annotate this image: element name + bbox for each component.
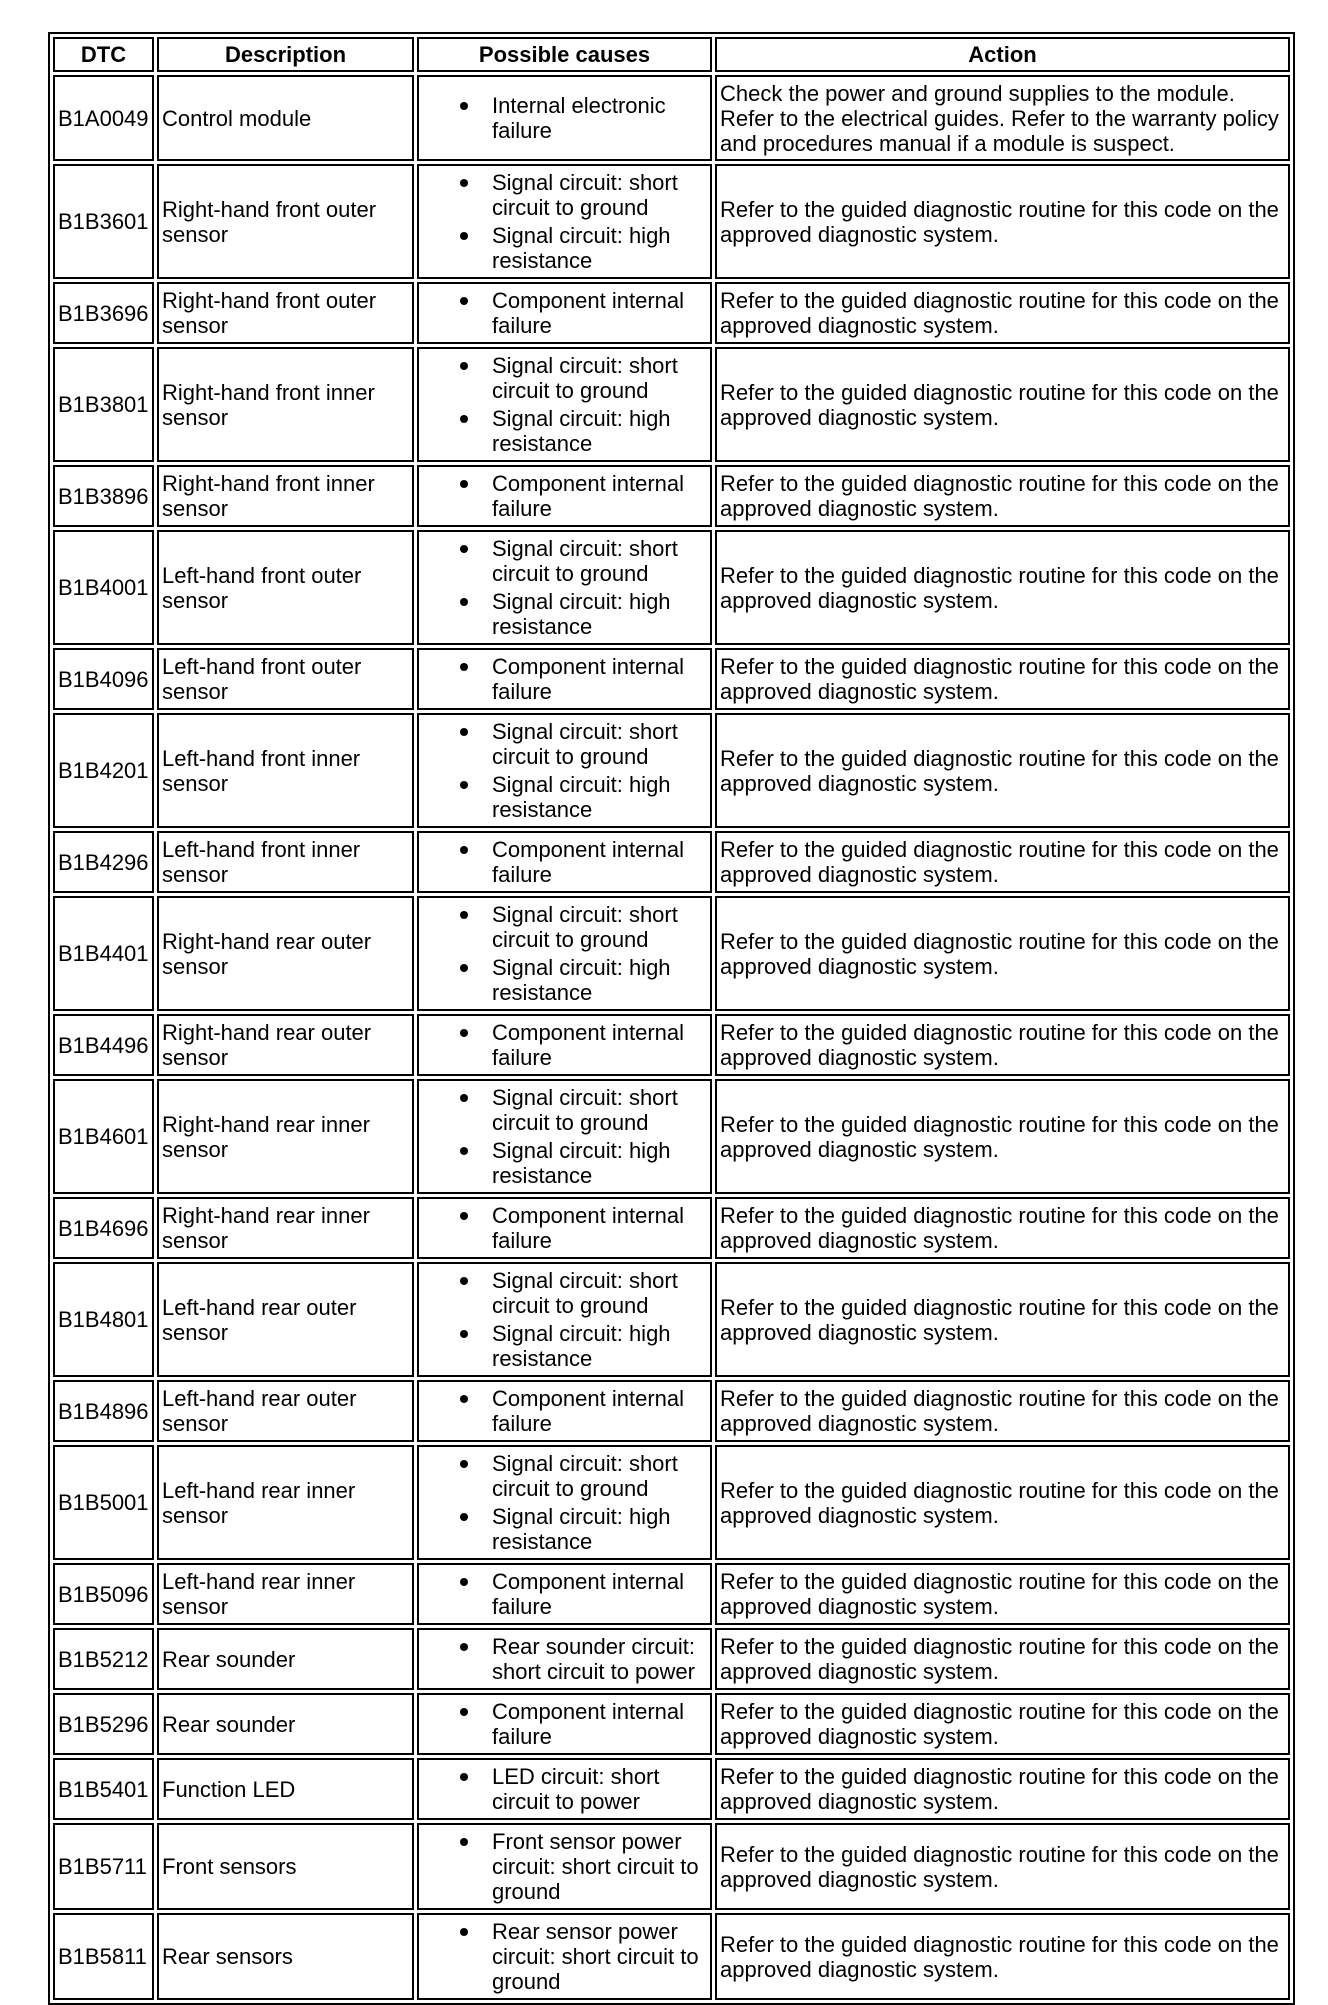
action-cell: Refer to the guided diagnostic routine for this code on the approved diagnostic system.: [715, 1693, 1290, 1755]
description-cell: Left-hand rear outer sensor: [157, 1262, 414, 1377]
causes-list: [422, 1268, 707, 1371]
action-cell: Refer to the guided diagnostic routine for this code on the approved diagnostic system.: [715, 1628, 1290, 1690]
action-cell: Refer to the guided diagnostic routine for this code on the approved diagnostic system.: [715, 713, 1290, 828]
description-cell: Rear sounder: [157, 1628, 414, 1690]
table-row: [53, 465, 1290, 527]
dtc-code-cell: B1B4201: [53, 713, 154, 828]
table-row: [53, 1262, 1290, 1377]
possible-causes-cell: [417, 896, 712, 1011]
cause-list-item: Internal electronic failure: [492, 93, 707, 143]
possible-causes-cell: [417, 1079, 712, 1194]
cause-list-item: Signal circuit: high resistance: [492, 589, 707, 639]
table-row: [53, 1823, 1290, 1910]
cause-list-item: Signal circuit: short circuit to ground: [492, 1268, 707, 1318]
causes-list: [422, 1020, 707, 1070]
causes-list: [422, 353, 707, 456]
table-row: [53, 1628, 1290, 1690]
possible-causes-cell: [417, 831, 712, 893]
table-row: [53, 1014, 1290, 1076]
possible-causes-cell: [417, 1823, 712, 1910]
table-row: [53, 1380, 1290, 1442]
causes-list: [422, 1203, 707, 1253]
possible-causes-cell: [417, 1693, 712, 1755]
causes-list: [422, 1764, 707, 1814]
possible-causes-cell: [417, 530, 712, 645]
table-row: [53, 1079, 1290, 1194]
description-cell: Front sensors: [157, 1823, 414, 1910]
table-row: [53, 1758, 1290, 1820]
action-cell: Refer to the guided diagnostic routine for this code on the approved diagnostic system.: [715, 1262, 1290, 1377]
possible-causes-cell: [417, 164, 712, 279]
table-row: [53, 831, 1290, 893]
cause-list-item: Component internal failure: [492, 1569, 707, 1619]
causes-list: [422, 1451, 707, 1554]
possible-causes-cell: [417, 282, 712, 344]
dtc-code-cell: B1B3601: [53, 164, 154, 279]
cause-list-item: Signal circuit: short circuit to ground: [492, 719, 707, 769]
causes-list: [422, 1569, 707, 1619]
dtc-code-cell: B1B5001: [53, 1445, 154, 1560]
action-cell: Refer to the guided diagnostic routine for this code on the approved diagnostic system.: [715, 831, 1290, 893]
dtc-code-cell: B1B4096: [53, 648, 154, 710]
cause-list-item: Signal circuit: high resistance: [492, 955, 707, 1005]
possible-causes-cell: [417, 1014, 712, 1076]
cause-list-item: Signal circuit: high resistance: [492, 223, 707, 273]
header-dtc: DTC: [53, 37, 154, 72]
possible-causes-cell: [417, 648, 712, 710]
description-cell: Right-hand rear inner sensor: [157, 1079, 414, 1194]
causes-list: [422, 170, 707, 273]
cause-list-item: Component internal failure: [492, 288, 707, 338]
description-cell: Rear sounder: [157, 1693, 414, 1755]
description-cell: Right-hand front inner sensor: [157, 465, 414, 527]
dtc-code-cell: B1A0049: [53, 75, 154, 161]
description-cell: Right-hand front inner sensor: [157, 347, 414, 462]
possible-causes-cell: [417, 1197, 712, 1259]
action-cell: Refer to the guided diagnostic routine for this code on the approved diagnostic system.: [715, 347, 1290, 462]
table-row: [53, 713, 1290, 828]
table-row: [53, 75, 1290, 161]
causes-list: [422, 1919, 707, 1994]
action-cell: Refer to the guided diagnostic routine for this code on the approved diagnostic system.: [715, 1823, 1290, 1910]
action-cell: Refer to the guided diagnostic routine for this code on the approved diagnostic system.: [715, 530, 1290, 645]
table-row: [53, 530, 1290, 645]
action-cell: Refer to the guided diagnostic routine for this code on the approved diagnostic system.: [715, 1758, 1290, 1820]
dtc-code-cell: B1B4496: [53, 1014, 154, 1076]
table-row: [53, 896, 1290, 1011]
possible-causes-cell: [417, 1380, 712, 1442]
action-cell: Refer to the guided diagnostic routine for this code on the approved diagnostic system.: [715, 164, 1290, 279]
description-cell: Left-hand rear outer sensor: [157, 1380, 414, 1442]
description-cell: Left-hand front outer sensor: [157, 530, 414, 645]
cause-list-item: Component internal failure: [492, 654, 707, 704]
cause-list-item: Signal circuit: high resistance: [492, 1321, 707, 1371]
action-cell: Refer to the guided diagnostic routine for this code on the approved diagnostic system.: [715, 282, 1290, 344]
table-row: [53, 648, 1290, 710]
action-cell: Refer to the guided diagnostic routine for this code on the approved diagnostic system.: [715, 1563, 1290, 1625]
cause-list-item: Signal circuit: high resistance: [492, 772, 707, 822]
causes-list: [422, 902, 707, 1005]
cause-list-item: Signal circuit: high resistance: [492, 1138, 707, 1188]
dtc-code-cell: B1B4401: [53, 896, 154, 1011]
possible-causes-cell: [417, 1563, 712, 1625]
dtc-code-cell: B1B5711: [53, 1823, 154, 1910]
dtc-code-cell: B1B5296: [53, 1693, 154, 1755]
causes-list: [422, 1386, 707, 1436]
description-cell: Right-hand rear inner sensor: [157, 1197, 414, 1259]
possible-causes-cell: [417, 1913, 712, 2000]
action-cell: Refer to the guided diagnostic routine for this code on the approved diagnostic system.: [715, 896, 1290, 1011]
header-action: Action: [715, 37, 1290, 72]
action-cell: Refer to the guided diagnostic routine for this code on the approved diagnostic system.: [715, 1445, 1290, 1560]
action-cell: Refer to the guided diagnostic routine for this code on the approved diagnostic system.: [715, 1197, 1290, 1259]
dtc-code-cell: B1B5401: [53, 1758, 154, 1820]
table-row: [53, 1693, 1290, 1755]
possible-causes-cell: [417, 75, 712, 161]
dtc-code-cell: B1B5096: [53, 1563, 154, 1625]
action-cell: Check the power and ground supplies to the module. Refer to the electrical guides. Refer to the warranty policy and procedures manual if a module is suspect.: [715, 75, 1290, 161]
causes-list: [422, 536, 707, 639]
table-header-row: [53, 37, 1290, 72]
action-cell: Refer to the guided diagnostic routine for this code on the approved diagnostic system.: [715, 465, 1290, 527]
dtc-code-cell: B1B5811: [53, 1913, 154, 2000]
description-cell: Control module: [157, 75, 414, 161]
causes-list: [422, 93, 707, 143]
possible-causes-cell: [417, 1262, 712, 1377]
causes-list: [422, 1699, 707, 1749]
cause-list-item: Signal circuit: short circuit to ground: [492, 1085, 707, 1135]
cause-list-item: Signal circuit: high resistance: [492, 406, 707, 456]
description-cell: Right-hand rear outer sensor: [157, 896, 414, 1011]
description-cell: Right-hand front outer sensor: [157, 282, 414, 344]
dtc-table: [48, 32, 1295, 2005]
cause-list-item: Component internal failure: [492, 1386, 707, 1436]
dtc-code-cell: B1B3696: [53, 282, 154, 344]
table-row: [53, 1445, 1290, 1560]
causes-list: [422, 1085, 707, 1188]
possible-causes-cell: [417, 713, 712, 828]
table-row: [53, 282, 1290, 344]
description-cell: Left-hand front inner sensor: [157, 713, 414, 828]
cause-list-item: Rear sensor power circuit: short circuit to ground: [492, 1919, 707, 1994]
causes-list: [422, 288, 707, 338]
header-possible-causes: Possible causes: [417, 37, 712, 72]
dtc-code-cell: B1B4696: [53, 1197, 154, 1259]
dtc-code-cell: B1B4001: [53, 530, 154, 645]
cause-list-item: Component internal failure: [492, 837, 707, 887]
cause-list-item: Signal circuit: high resistance: [492, 1504, 707, 1554]
table-row: [53, 347, 1290, 462]
description-cell: Right-hand rear outer sensor: [157, 1014, 414, 1076]
dtc-code-cell: B1B4801: [53, 1262, 154, 1377]
action-cell: Refer to the guided diagnostic routine for this code on the approved diagnostic system.: [715, 648, 1290, 710]
table-row: [53, 1563, 1290, 1625]
causes-list: [422, 654, 707, 704]
dtc-code-cell: B1B4601: [53, 1079, 154, 1194]
cause-list-item: Signal circuit: short circuit to ground: [492, 536, 707, 586]
cause-list-item: Front sensor power circuit: short circuit to ground: [492, 1829, 707, 1904]
table-row: [53, 1197, 1290, 1259]
action-cell: Refer to the guided diagnostic routine for this code on the approved diagnostic system.: [715, 1913, 1290, 2000]
action-cell: Refer to the guided diagnostic routine for this code on the approved diagnostic system.: [715, 1380, 1290, 1442]
possible-causes-cell: [417, 1758, 712, 1820]
dtc-code-cell: B1B5212: [53, 1628, 154, 1690]
cause-list-item: Signal circuit: short circuit to ground: [492, 902, 707, 952]
description-cell: Left-hand front inner sensor: [157, 831, 414, 893]
table-body: [53, 75, 1290, 2000]
causes-list: [422, 719, 707, 822]
dtc-code-cell: B1B4296: [53, 831, 154, 893]
cause-list-item: Component internal failure: [492, 471, 707, 521]
cause-list-item: Signal circuit: short circuit to ground: [492, 170, 707, 220]
description-cell: Left-hand front outer sensor: [157, 648, 414, 710]
cause-list-item: Signal circuit: short circuit to ground: [492, 353, 707, 403]
causes-list: [422, 1634, 707, 1684]
cause-list-item: Component internal failure: [492, 1203, 707, 1253]
header-description: Description: [157, 37, 414, 72]
action-cell: Refer to the guided diagnostic routine for this code on the approved diagnostic system.: [715, 1014, 1290, 1076]
dtc-code-cell: B1B3896: [53, 465, 154, 527]
description-cell: Right-hand front outer sensor: [157, 164, 414, 279]
table-row: [53, 1913, 1290, 2000]
cause-list-item: Component internal failure: [492, 1020, 707, 1070]
action-cell: Refer to the guided diagnostic routine for this code on the approved diagnostic system.: [715, 1079, 1290, 1194]
description-cell: Left-hand rear inner sensor: [157, 1445, 414, 1560]
table-row: [53, 164, 1290, 279]
cause-list-item: Component internal failure: [492, 1699, 707, 1749]
description-cell: Function LED: [157, 1758, 414, 1820]
cause-list-item: Signal circuit: short circuit to ground: [492, 1451, 707, 1501]
possible-causes-cell: [417, 465, 712, 527]
description-cell: Rear sensors: [157, 1913, 414, 2000]
dtc-code-cell: B1B4896: [53, 1380, 154, 1442]
cause-list-item: Rear sounder circuit: short circuit to power: [492, 1634, 707, 1684]
dtc-document: [48, 32, 1288, 2005]
possible-causes-cell: [417, 347, 712, 462]
causes-list: [422, 837, 707, 887]
cause-list-item: LED circuit: short circuit to power: [492, 1764, 707, 1814]
possible-causes-cell: [417, 1628, 712, 1690]
possible-causes-cell: [417, 1445, 712, 1560]
dtc-code-cell: B1B3801: [53, 347, 154, 462]
causes-list: [422, 471, 707, 521]
description-cell: Left-hand rear inner sensor: [157, 1563, 414, 1625]
causes-list: [422, 1829, 707, 1904]
